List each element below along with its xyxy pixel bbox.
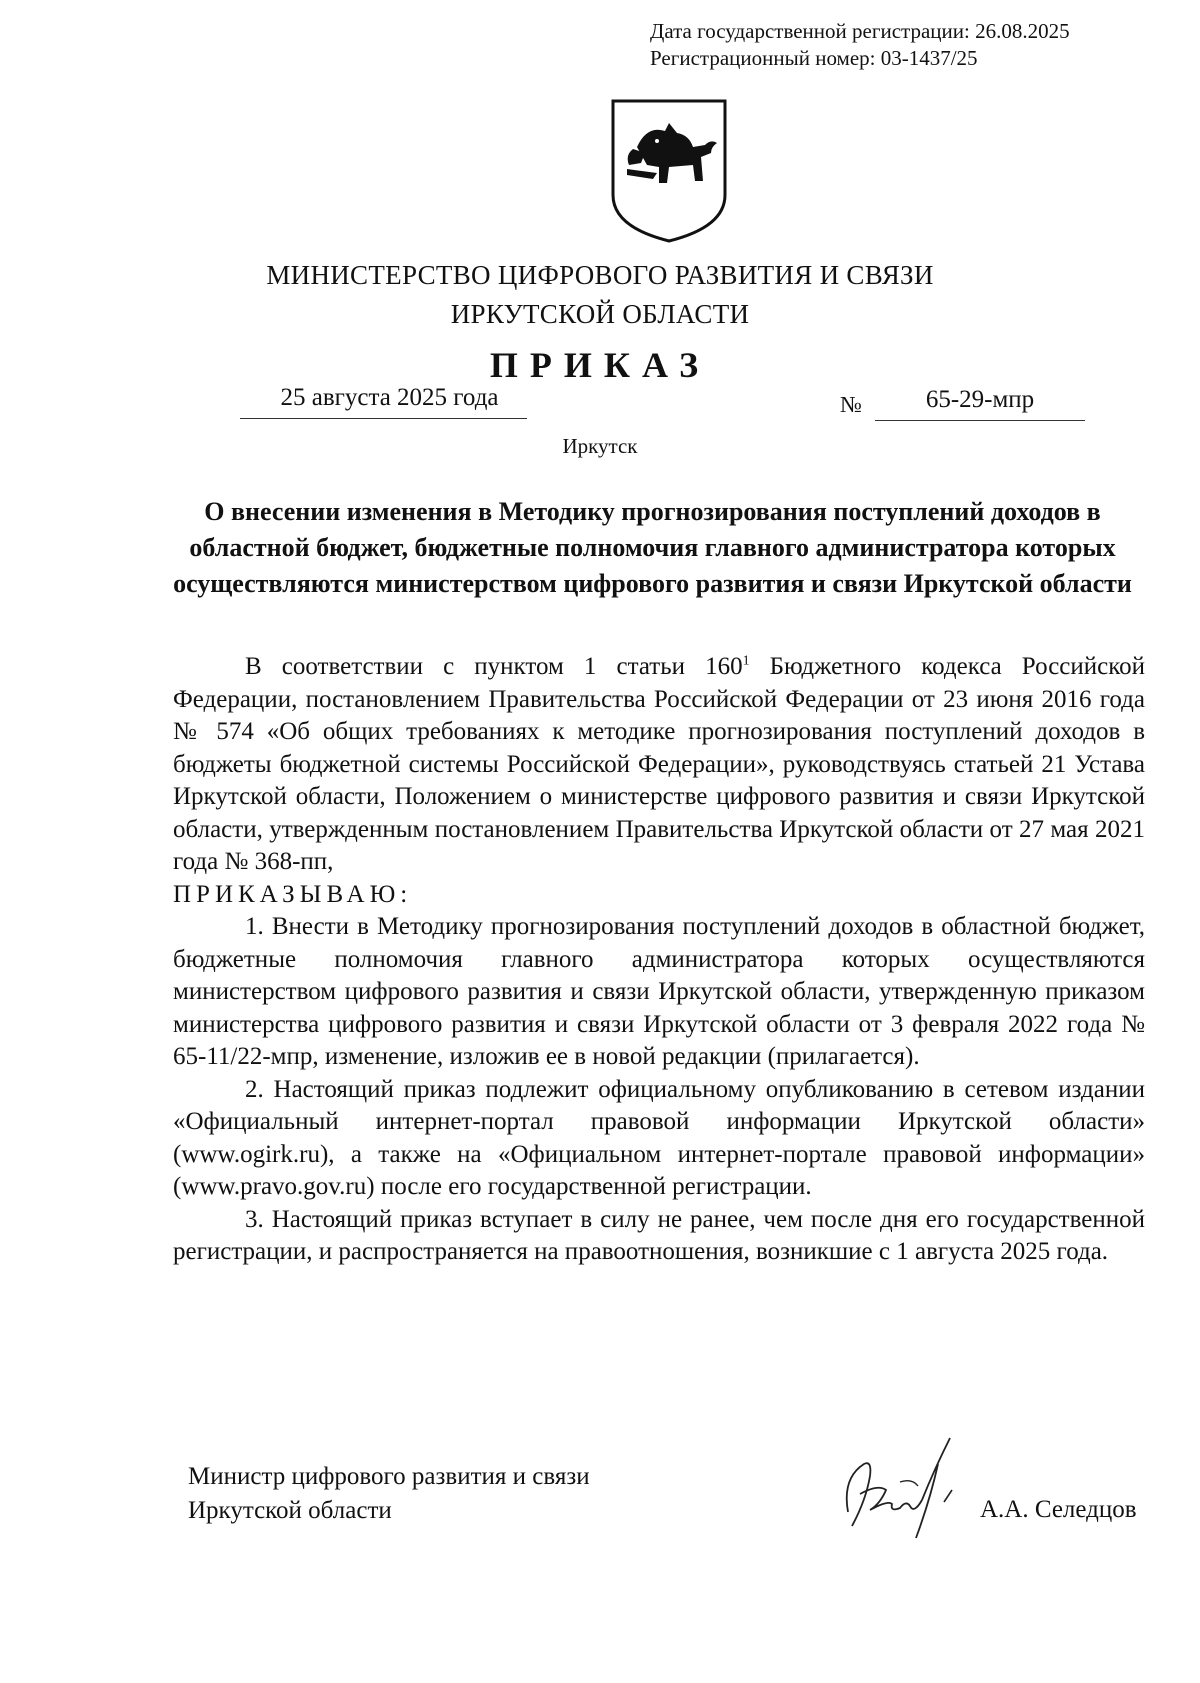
document-type: ПРИКАЗ bbox=[489, 345, 711, 385]
irkutsk-coat-of-arms-icon bbox=[607, 95, 731, 243]
preamble-text-end: Бюджетного кодекса Российской Федерации, постановлением Правительства Российской Федерации от 23 июня 2016 года № 574 «Об общих требованиях к методике прогнозирования поступлений доходов в бюджеты бюджетной системы Российской Федерации», руководствуясь статьей 21 Устава Иркутской области, Положением о министерстве цифрового развития и связи Иркутской области, утвержденным постановлением Правительства Иркутской области от 27 мая 2021 года № 368-пп, bbox=[173, 653, 1146, 875]
order-date: 25 августа 2025 года bbox=[240, 384, 527, 419]
signatory-name: А.А. Селедцов bbox=[980, 1496, 1137, 1523]
article-superscript: 1 bbox=[742, 653, 750, 669]
city: Иркутск bbox=[562, 434, 638, 458]
registration-number: Регистрационный номер: 03-1437/25 bbox=[650, 46, 978, 70]
registration-stamp bbox=[650, 18, 1070, 72]
signatory-title bbox=[188, 1460, 590, 1528]
registration-date: Дата государственной регистрации: 26.08.2025 bbox=[650, 19, 1070, 43]
number-sign: № bbox=[840, 392, 862, 417]
item-1: 1. Внести в Методику прогнозирования поступлений доходов в областной бюджет, бюджетные полномочия главного администратора которых осуществляются министерством цифрового развития и связи Иркутской области, утвержденную приказом министерства цифрового развития и связи Иркутской области от 3 февраля 2022 года № 65-11/22-мпр, изменение, изложив ее в новой редакции (прилагается). bbox=[173, 913, 1145, 1070]
ministry-line-2: ИРКУТСКОЙ ОБЛАСТИ bbox=[450, 299, 750, 329]
preamble-text-start: В соответствии с пунктом 1 статьи 160 bbox=[245, 653, 743, 680]
signatory-title-line-2: Иркутской области bbox=[188, 1497, 392, 1524]
document-body bbox=[173, 651, 1145, 1269]
ministry-line-1: МИНИСТЕРСТВО ЦИФРОВОГО РАЗВИТИЯ И СВЯЗИ bbox=[266, 260, 934, 290]
item-3: 3. Настоящий приказ вступает в силу не ранее, чем после дня его государственной регистрации, и распространяется на правоотношения, возникшие с 1 августа 2025 года. bbox=[173, 1205, 1145, 1265]
ministry-name bbox=[0, 256, 1200, 334]
decree-word: ПРИКАЗЫВАЮ: bbox=[173, 880, 413, 908]
preamble-paragraph bbox=[173, 651, 1145, 879]
item-2: 2. Настоящий приказ подлежит официальному опубликованию в сетевом издании «Официальный интернет-портал правовой информации Иркутской области» (www.ogirk.ru), а также на «Официальном интернет-портале правовой информации» (www.pravo.gov.ru) после его государственной регистрации. bbox=[173, 1075, 1145, 1200]
handwritten-signature-icon bbox=[830, 1430, 980, 1555]
signatory-title-line-1: Министр цифрового развития и связи bbox=[188, 1463, 590, 1490]
order-number: 65-29-мпр bbox=[875, 386, 1085, 421]
document-title: О внесении изменения в Методику прогнозирования поступлений доходов в областной бюджет, бюджетные полномочия главного администратора которых осуществляются министерством цифрового развития и связи Иркутской области bbox=[173, 497, 1132, 598]
